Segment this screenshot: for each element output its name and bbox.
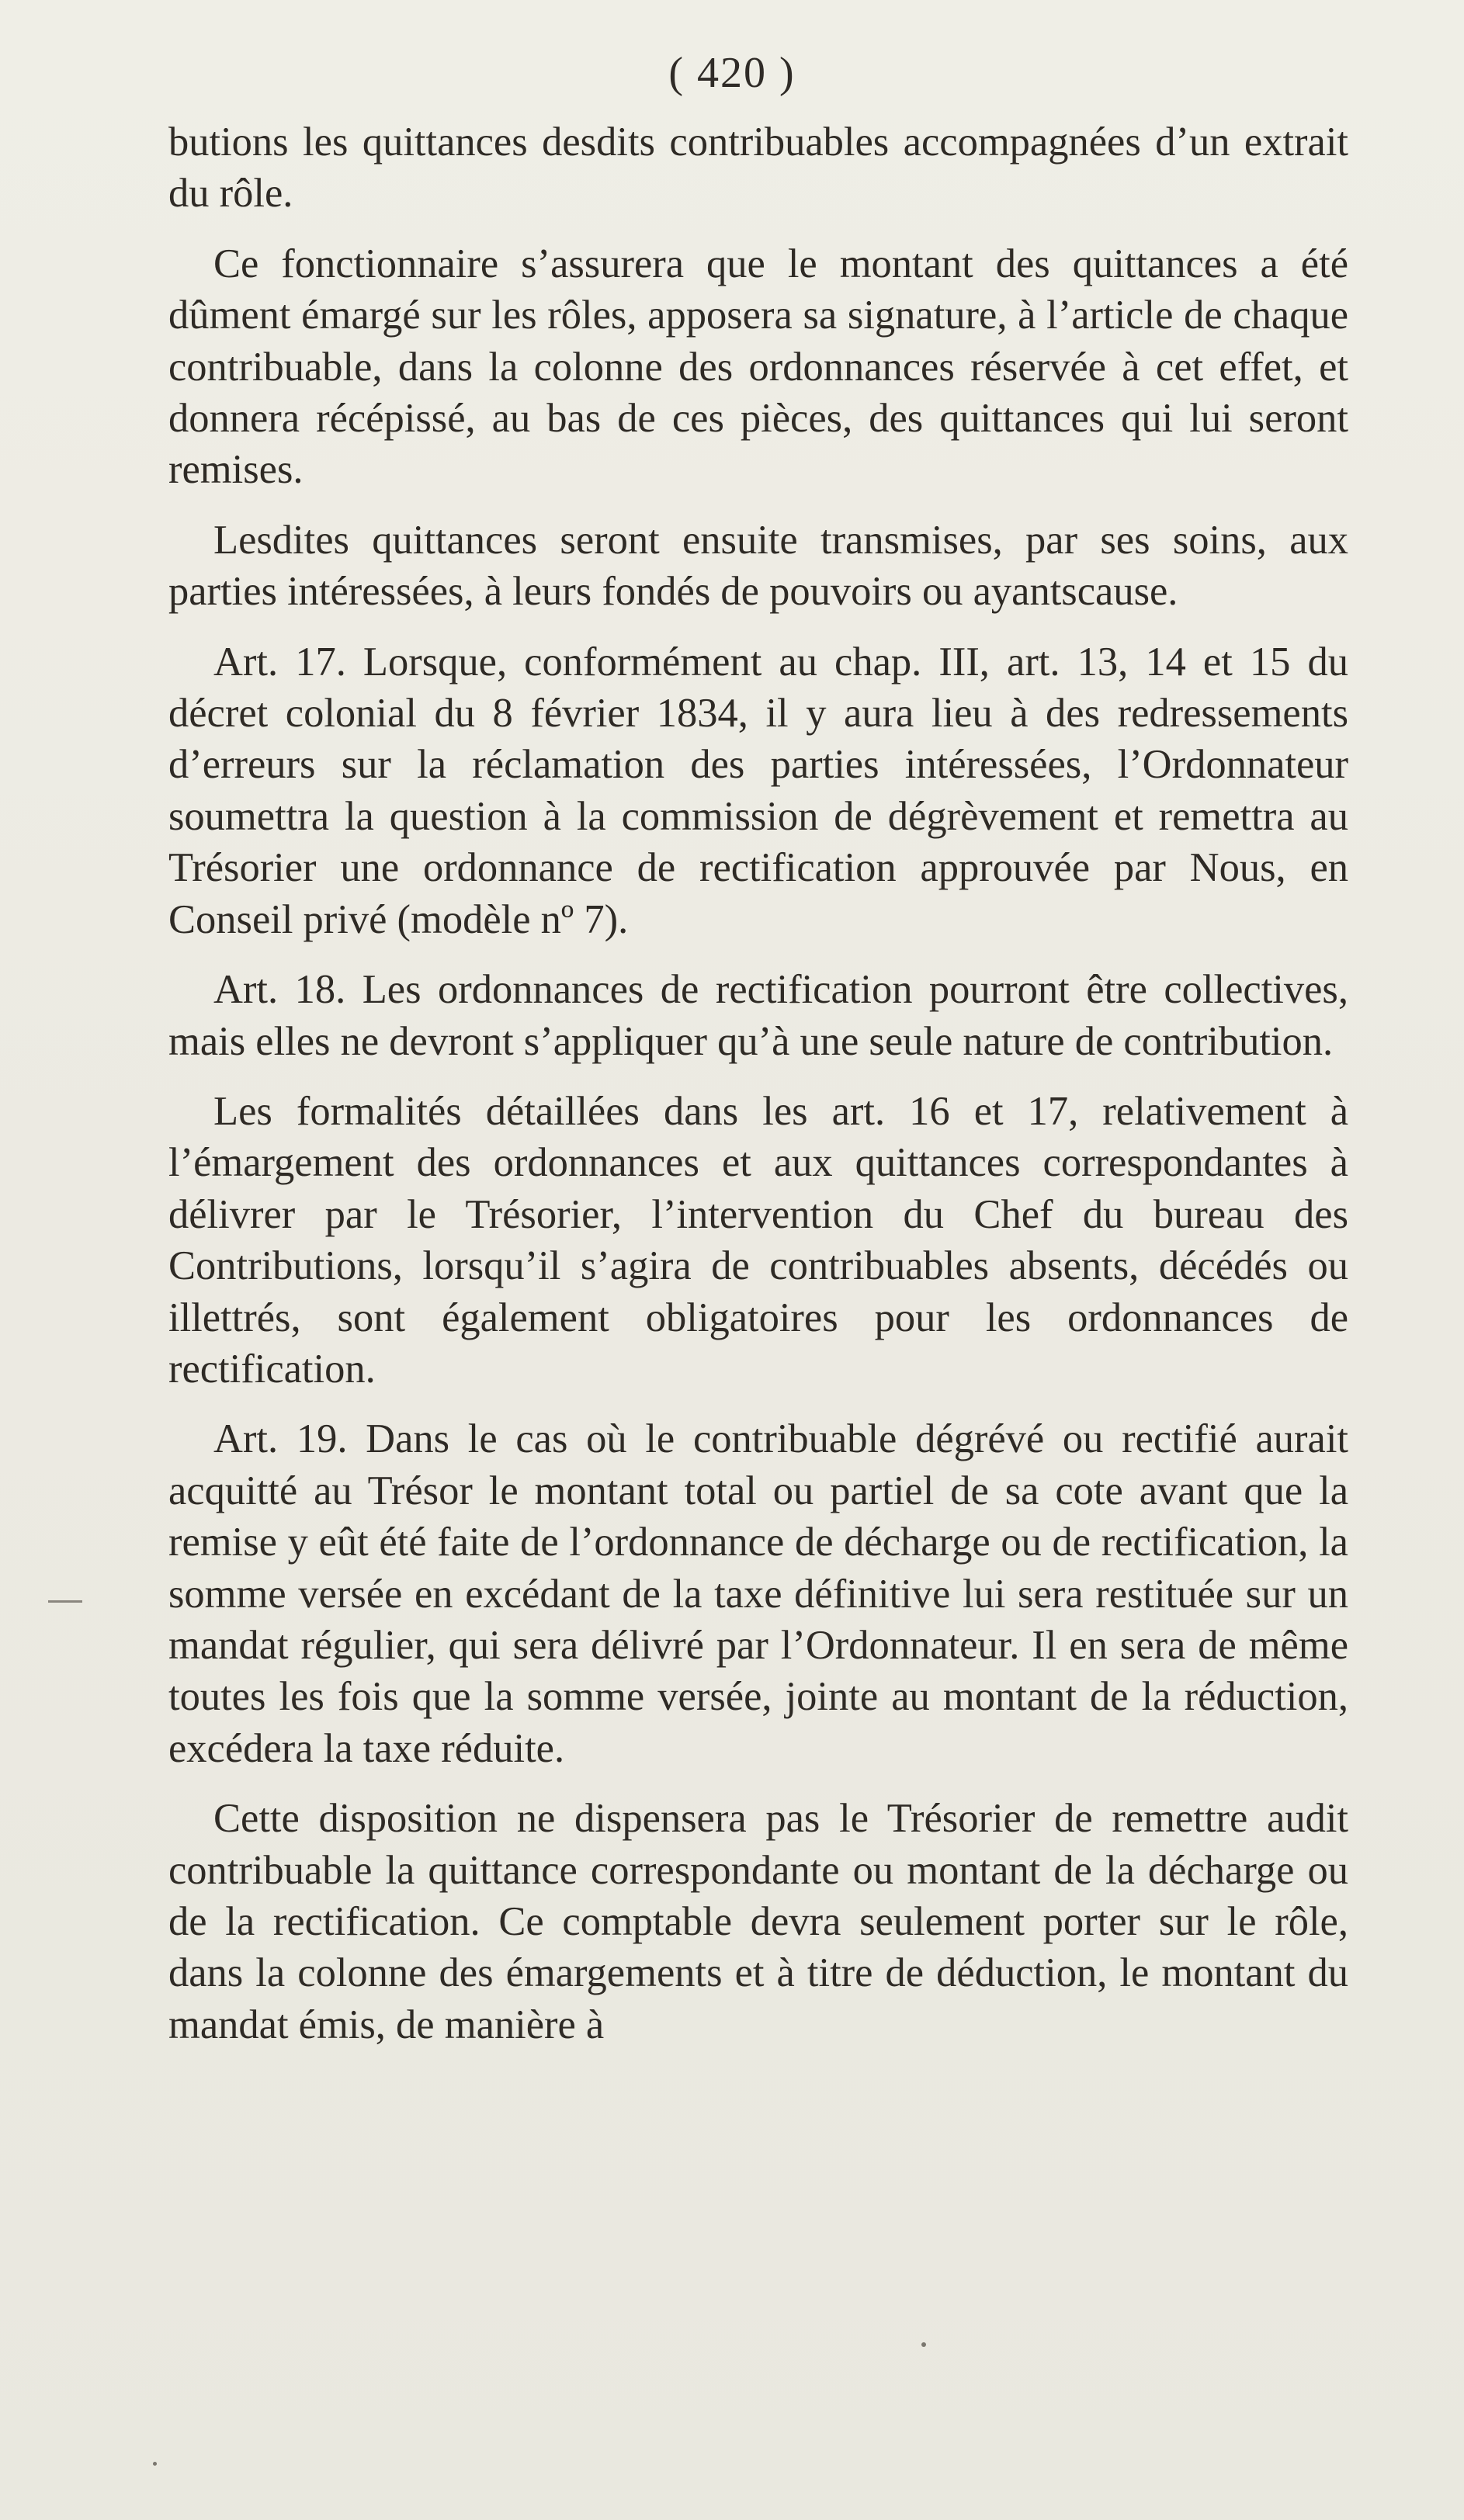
body-text xyxy=(168,116,1348,2069)
paragraph-formalites: Les formalités détaillées dans les art. 16 et 17, relativement à l’émargement des ordonnances et aux quittances correspondantes à délivrer par le Trésorier, l’intervention du Chef du bureau des Contributions, lorsqu’il s’agira de contribuables absents, décédés ou illettrés, sont également obligatoires pour les ordonnances de rectification. xyxy=(168,1088,1348,1392)
paragraph-article-18: Art. 18. Les ordonnances de rectification pourront être collectives, mais elles ne devront s’appliquer qu’à une seule nature de contribution. xyxy=(168,967,1348,1064)
margin-mark xyxy=(48,1600,82,1603)
paper-speck xyxy=(153,2462,157,2466)
paragraph-quittances-transmises: Lesdites quittances seront ensuite transmises, par ses soins, aux parties intéressées, à leurs fondés de pouvoirs ou ayantscause. xyxy=(168,517,1348,615)
paragraph-disposition: Cette disposition ne dispensera pas le Trésorier de remettre audit contribuable la quittance correspondante ou montant de la décharge ou de la rectification. Ce comptable devra seulement porter sur le rôle, dans la colonne des émargements et à titre de déduction, le montant du mandat émis, de manière à xyxy=(168,1796,1348,2047)
paragraph-continuation: butions les quittances desdits contribuables accompagnées d’un extrait du rôle. xyxy=(168,120,1348,217)
paragraph-article-17: Art. 17. Lorsque, conformément au chap. III, art. 13, 14 et 15 du décret colonial du 8 février 1834, il y aura lieu à des redressements d’erreurs sur la réclamation des parties intéressées, l’Ordonnateur soumettra la question à la commission de dégrèvement et remettra au Trésorier une ordonnance de rectification approuvée par Nous, en Conseil privé (modèle nº 7). xyxy=(168,639,1348,942)
page-number: ( 420 ) xyxy=(668,49,796,97)
paragraph-article-19: Art. 19. Dans le cas où le contribuable dégrévé ou rectifié aurait acquitté au Trésor le montant total ou partiel de sa cote avant que la remise y eût été faite de l’ordonnance de décharge ou de rectification, la somme versée en excédant de la taxe définitive lui sera restituée sur un mandat régulier, qui sera délivré par l’Ordonnateur. Il en sera de même toutes les fois que la somme versée, jointe au montant de la réduction, excédera la taxe réduite. xyxy=(168,1416,1348,1771)
paper-speck xyxy=(921,2342,926,2347)
paragraph-fonctionnaire: Ce fonctionnaire s’assurera que le montant des quittances a été dûment émargé sur les rôles, apposera sa signature, à l’article de chaque contribuable, dans la colonne des ordonnances réservée à cet effet, et donnera récépissé, au bas de ces pièces, des quittances qui lui seront remises. xyxy=(168,241,1348,493)
